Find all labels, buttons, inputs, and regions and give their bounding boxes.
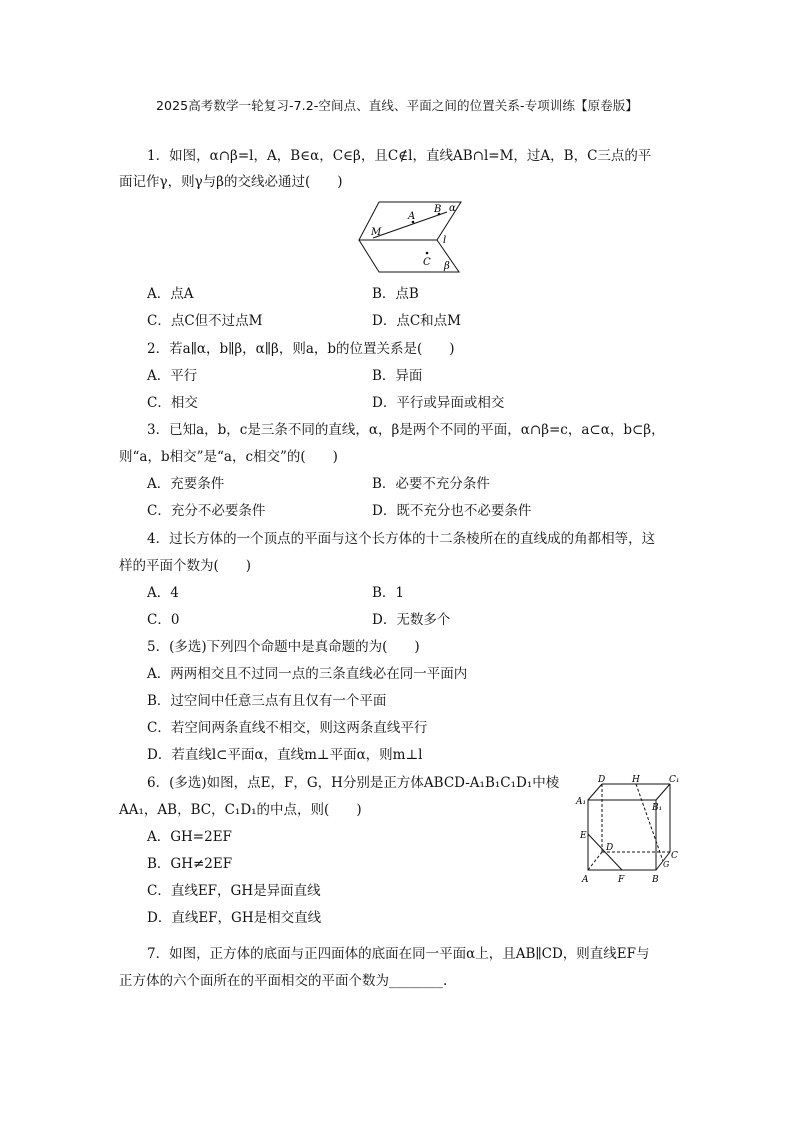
fig1-label-l: l [443,235,447,246]
q1-text-line2: 面记作γ，则γ与β的交线必通过( ) [119,174,343,190]
fig6-label-h: H [632,775,640,785]
q5-text-line1: 5．(多选)下列四个命题中是真命题的为( ) [147,639,420,655]
q3-option-b: B．必要不充分条件 [372,476,490,492]
q6-text-line2: AA₁，AB，BC，C₁D₁的中点，则( ) [119,802,362,818]
q7-text-line2: 正方体的六个面所在的平面相交的平面个数为________. [119,973,448,989]
q4-option-b: B．1 [372,585,405,601]
q4-option-d: D．无数多个 [372,612,451,628]
fig1-label-beta: β [444,261,450,272]
fig6-label-d: D [606,843,614,853]
q6-option-c: C．直线EF，GH是异面直线 [147,883,321,899]
fig6-label-b: B [652,875,659,885]
fig6-label-g: G [663,860,670,869]
q2-option-d: D．平行或异面或相交 [372,395,505,411]
q1-option-b: B．点B [372,286,419,302]
q5-option-c: C．若空间两条直线不相交，则这两条直线平行 [147,720,428,736]
segment-gh [636,784,663,861]
fig6-label-d1: D [598,775,606,785]
q6-text-line1: 6．(多选)如图，点E，F，G，H分别是正方体ABCD-A₁B₁C₁D₁中棱 [147,775,560,791]
q1-figure [355,198,467,276]
fig1-label-c: C [423,257,431,268]
page-title: 2025高考数学一轮复习-7.2-空间点、直线、平面之间的位置关系-专项训练【原卷版】 [155,98,639,113]
q3-option-d: D．既不充分也不必要条件 [372,503,532,519]
q2-text-line1: 2．若a∥α，b∥β，α∥β，则a，b的位置关系是( ) [147,341,455,357]
fig1-label-a: A [408,211,416,222]
q5-option-b: B．过空间中任意三点有且仅有一个平面 [147,693,387,709]
q4-text-line1: 4．过长方体的一个顶点的平面与这个长方体的十二条棱所在的直线成的角都相等，这 [147,531,656,547]
q4-option-c: C．0 [147,612,180,628]
q4-option-a: A．4 [147,585,179,601]
q1-option-a: A．点A [147,286,194,302]
fig6-label-b1: B₁ [652,803,663,813]
q3-text-line2: 则“a，b相交”是“a，c相交”的( ) [119,449,338,465]
fig1-label-alpha: α [449,203,456,214]
q3-text-line1: 3．已知a，b，c是三条不同的直线，α，β是两个不同的平面，α∩β=c，a⊂α，b⊂β， [147,422,665,438]
fig6-label-f: F [618,875,625,885]
q2-option-b: B．异面 [372,368,423,384]
fig6-label-c1: C₁ [669,775,680,785]
q7-text-line1: 7．如图，正方体的底面与正四面体的底面在同一平面α上，且AB∥CD，则直线EF与 [147,946,650,962]
q5-option-d: D．若直线l⊂平面α，直线m⊥平面α，则m⊥l [147,747,423,763]
q5-option-a: A．两两相交且不过同一点的三条直线必在同一平面内 [147,666,468,682]
q2-option-a: A．平行 [147,368,198,384]
fig6-label-c: C [671,851,678,861]
q6-option-b: B．GH≠2EF [147,856,233,872]
fig6-label-a: A [582,875,589,885]
q3-option-c: C．充分不必要条件 [147,503,266,519]
q4-text-line2: 样的平面个数为( ) [119,558,252,574]
cube-front-face [588,800,656,870]
fig1-label-m: M [371,227,382,238]
q1-text-line1: 1．如图，α∩β=l，A，B∈α，C∈β，且C∉l，直线AB∩l=M，过A，B，C三点的平 [147,148,652,164]
q6-option-d: D．直线EF，GH是相交直线 [147,910,322,926]
q6-cube-figure [572,770,684,886]
fig6-label-a1: A₁ [576,797,587,807]
q3-option-a: A．充要条件 [147,476,225,492]
q2-option-c: C．相交 [147,395,198,411]
fig1-label-b: B [434,204,442,215]
q1-option-d: D．点C和点M [372,313,461,329]
q1-option-c: C．点C但不过点M [147,313,263,329]
fig6-label-e: E [580,831,587,841]
q6-option-a: A．GH=2EF [147,829,232,845]
